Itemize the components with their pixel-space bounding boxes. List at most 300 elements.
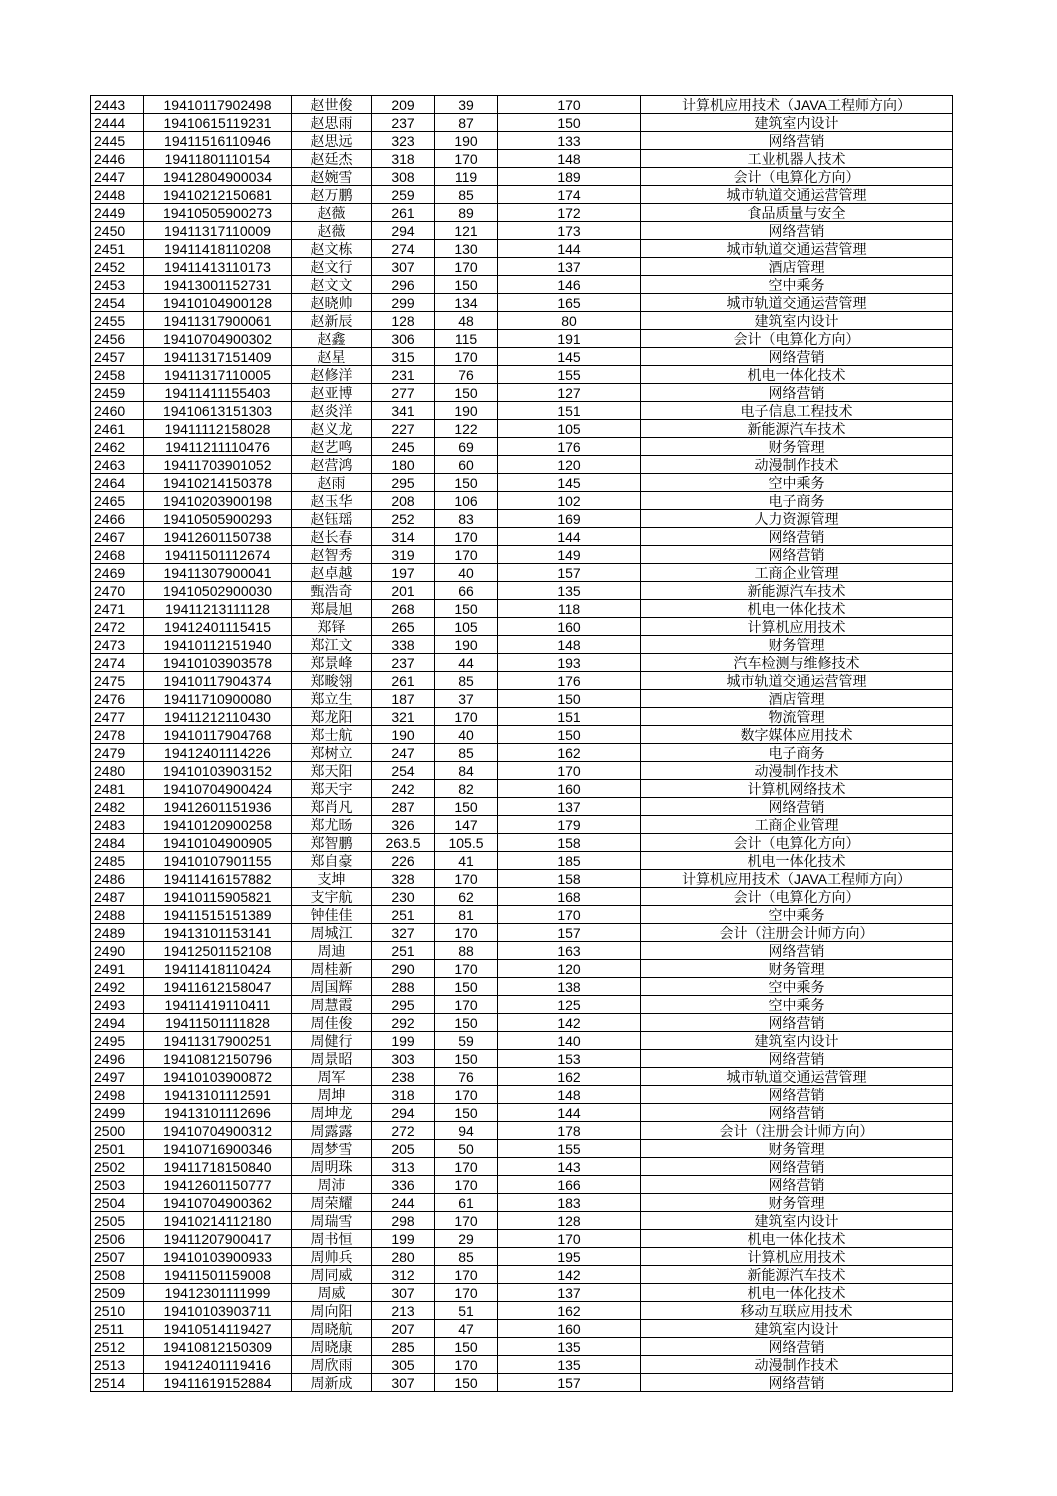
subscore-b-cell: 140: [498, 1032, 641, 1050]
table-row: [91, 1374, 953, 1392]
name-cell: 赵亚博: [292, 384, 372, 402]
subscore-a-cell: 150: [435, 384, 498, 402]
subscore-b-cell: 185: [498, 852, 641, 870]
major-cell: 网络营销: [641, 1158, 953, 1176]
name-cell: 赵炎洋: [292, 402, 372, 420]
candidate-id-cell: 19413101112591: [144, 1086, 292, 1104]
total-score-cell: 199: [372, 1032, 435, 1050]
row-number-cell: 2463: [91, 456, 144, 474]
table-row: [91, 852, 953, 870]
major-cell: 城市轨道交通运营管理: [641, 672, 953, 690]
major-cell: 网络营销: [641, 1176, 953, 1194]
row-number-cell: 2448: [91, 186, 144, 204]
major-cell: 机电一体化技术: [641, 1284, 953, 1302]
candidate-id-cell: 19410203900198: [144, 492, 292, 510]
subscore-a-cell: 119: [435, 168, 498, 186]
name-cell: 赵薇: [292, 222, 372, 240]
table-row: [91, 672, 953, 690]
row-number-cell: 2450: [91, 222, 144, 240]
subscore-b-cell: 189: [498, 168, 641, 186]
row-number-cell: 2497: [91, 1068, 144, 1086]
total-score-cell: 280: [372, 1248, 435, 1266]
row-number-cell: 2500: [91, 1122, 144, 1140]
table-row: [91, 582, 953, 600]
table-row: [91, 168, 953, 186]
total-score-cell: 268: [372, 600, 435, 618]
candidate-id-cell: 19410104900128: [144, 294, 292, 312]
total-score-cell: 261: [372, 672, 435, 690]
name-cell: 周同威: [292, 1266, 372, 1284]
total-score-cell: 313: [372, 1158, 435, 1176]
subscore-a-cell: 69: [435, 438, 498, 456]
major-cell: 网络营销: [641, 1050, 953, 1068]
name-cell: 赵星: [292, 348, 372, 366]
subscore-a-cell: 150: [435, 600, 498, 618]
subscore-a-cell: 85: [435, 186, 498, 204]
total-score-cell: 327: [372, 924, 435, 942]
total-score-cell: 247: [372, 744, 435, 762]
candidate-id-cell: 19410103903152: [144, 762, 292, 780]
subscore-a-cell: 105.5: [435, 834, 498, 852]
subscore-b-cell: 162: [498, 1068, 641, 1086]
row-number-cell: 2458: [91, 366, 144, 384]
name-cell: 周瑞雪: [292, 1212, 372, 1230]
subscore-a-cell: 170: [435, 1176, 498, 1194]
major-cell: 城市轨道交通运营管理: [641, 186, 953, 204]
table-row: [91, 564, 953, 582]
table-row: [91, 1122, 953, 1140]
subscore-a-cell: 170: [435, 1284, 498, 1302]
subscore-a-cell: 147: [435, 816, 498, 834]
subscore-a-cell: 170: [435, 708, 498, 726]
table-row: [91, 1230, 953, 1248]
major-cell: 食品质量与安全: [641, 204, 953, 222]
table-row: [91, 798, 953, 816]
subscore-a-cell: 170: [435, 528, 498, 546]
total-score-cell: 128: [372, 312, 435, 330]
subscore-b-cell: 178: [498, 1122, 641, 1140]
major-cell: 网络营销: [641, 942, 953, 960]
candidate-id-cell: 19411516110946: [144, 132, 292, 150]
major-cell: 财务管理: [641, 438, 953, 456]
subscore-a-cell: 87: [435, 114, 498, 132]
table-row: [91, 1068, 953, 1086]
candidate-id-cell: 19410103900872: [144, 1068, 292, 1086]
subscore-a-cell: 76: [435, 1068, 498, 1086]
table-row: [91, 1014, 953, 1032]
total-score-cell: 287: [372, 798, 435, 816]
major-cell: 物流管理: [641, 708, 953, 726]
total-score-cell: 307: [372, 258, 435, 276]
row-number-cell: 2507: [91, 1248, 144, 1266]
total-score-cell: 208: [372, 492, 435, 510]
subscore-a-cell: 40: [435, 726, 498, 744]
major-cell: 新能源汽车技术: [641, 420, 953, 438]
table-row: [91, 816, 953, 834]
row-number-cell: 2513: [91, 1356, 144, 1374]
total-score-cell: 197: [372, 564, 435, 582]
total-score-cell: 307: [372, 1374, 435, 1392]
table-row: [91, 438, 953, 456]
row-number-cell: 2473: [91, 636, 144, 654]
candidate-id-cell: 19410812150309: [144, 1338, 292, 1356]
name-cell: 赵义龙: [292, 420, 372, 438]
row-number-cell: 2459: [91, 384, 144, 402]
subscore-b-cell: 162: [498, 1302, 641, 1320]
subscore-b-cell: 163: [498, 942, 641, 960]
subscore-a-cell: 170: [435, 1212, 498, 1230]
table-body: [91, 96, 953, 1392]
subscore-a-cell: 134: [435, 294, 498, 312]
candidate-id-cell: 19411801110154: [144, 150, 292, 168]
name-cell: 支坤: [292, 870, 372, 888]
row-number-cell: 2456: [91, 330, 144, 348]
subscore-a-cell: 66: [435, 582, 498, 600]
candidate-id-cell: 19410505900273: [144, 204, 292, 222]
total-score-cell: 319: [372, 546, 435, 564]
total-score-cell: 209: [372, 96, 435, 114]
table-row: [91, 1158, 953, 1176]
candidate-id-cell: 19410615119231: [144, 114, 292, 132]
row-number-cell: 2509: [91, 1284, 144, 1302]
table-row: [91, 762, 953, 780]
candidate-id-cell: 19410716900346: [144, 1140, 292, 1158]
major-cell: 网络营销: [641, 528, 953, 546]
table-row: [91, 258, 953, 276]
candidate-id-cell: 19411317900251: [144, 1032, 292, 1050]
total-score-cell: 261: [372, 204, 435, 222]
table-row: [91, 1212, 953, 1230]
subscore-b-cell: 137: [498, 798, 641, 816]
name-cell: 周梦雪: [292, 1140, 372, 1158]
table-row: [91, 132, 953, 150]
candidate-id-cell: 19411501159008: [144, 1266, 292, 1284]
subscore-b-cell: 158: [498, 834, 641, 852]
row-number-cell: 2466: [91, 510, 144, 528]
subscore-b-cell: 176: [498, 438, 641, 456]
row-number-cell: 2488: [91, 906, 144, 924]
name-cell: 周健行: [292, 1032, 372, 1050]
row-number-cell: 2464: [91, 474, 144, 492]
candidate-id-cell: 19410704900302: [144, 330, 292, 348]
total-score-cell: 295: [372, 996, 435, 1014]
candidate-id-cell: 19411307900041: [144, 564, 292, 582]
major-cell: 网络营销: [641, 1338, 953, 1356]
candidate-id-cell: 19410103903711: [144, 1302, 292, 1320]
name-cell: 赵世俊: [292, 96, 372, 114]
subscore-a-cell: 37: [435, 690, 498, 708]
subscore-a-cell: 170: [435, 870, 498, 888]
row-number-cell: 2470: [91, 582, 144, 600]
row-number-cell: 2476: [91, 690, 144, 708]
candidate-id-cell: 19412601150777: [144, 1176, 292, 1194]
subscore-a-cell: 121: [435, 222, 498, 240]
subscore-a-cell: 89: [435, 204, 498, 222]
candidate-id-cell: 19410704900312: [144, 1122, 292, 1140]
table-row: [91, 1194, 953, 1212]
row-number-cell: 2486: [91, 870, 144, 888]
candidate-id-cell: 19411416157882: [144, 870, 292, 888]
row-number-cell: 2491: [91, 960, 144, 978]
row-number-cell: 2471: [91, 600, 144, 618]
total-score-cell: 338: [372, 636, 435, 654]
name-cell: 周书恒: [292, 1230, 372, 1248]
row-number-cell: 2461: [91, 420, 144, 438]
table-row: [91, 1320, 953, 1338]
subscore-b-cell: 155: [498, 366, 641, 384]
name-cell: 周城江: [292, 924, 372, 942]
candidate-id-cell: 19411619152884: [144, 1374, 292, 1392]
major-cell: 财务管理: [641, 1140, 953, 1158]
table-row: [91, 222, 953, 240]
name-cell: 赵思雨: [292, 114, 372, 132]
total-score-cell: 308: [372, 168, 435, 186]
major-cell: 会计（电算化方向）: [641, 888, 953, 906]
subscore-a-cell: 170: [435, 1158, 498, 1176]
subscore-b-cell: 146: [498, 276, 641, 294]
candidate-id-cell: 19413001152731: [144, 276, 292, 294]
total-score-cell: 296: [372, 276, 435, 294]
major-cell: 财务管理: [641, 636, 953, 654]
name-cell: 赵鑫: [292, 330, 372, 348]
table-row: [91, 150, 953, 168]
candidate-id-cell: 19410115905821: [144, 888, 292, 906]
total-score-cell: 207: [372, 1320, 435, 1338]
row-number-cell: 2512: [91, 1338, 144, 1356]
subscore-b-cell: 151: [498, 708, 641, 726]
total-score-cell: 290: [372, 960, 435, 978]
candidate-id-cell: 19412401115415: [144, 618, 292, 636]
row-number-cell: 2483: [91, 816, 144, 834]
subscore-a-cell: 170: [435, 1356, 498, 1374]
table-row: [91, 708, 953, 726]
total-score-cell: 237: [372, 114, 435, 132]
candidate-id-cell: 19413101153141: [144, 924, 292, 942]
table-row: [91, 402, 953, 420]
subscore-b-cell: 153: [498, 1050, 641, 1068]
candidate-id-cell: 19410112151940: [144, 636, 292, 654]
row-number-cell: 2494: [91, 1014, 144, 1032]
candidate-id-cell: 19410704900424: [144, 780, 292, 798]
table-row: [91, 348, 953, 366]
major-cell: 新能源汽车技术: [641, 1266, 953, 1284]
row-number-cell: 2505: [91, 1212, 144, 1230]
total-score-cell: 251: [372, 942, 435, 960]
candidate-id-cell: 19411212110430: [144, 708, 292, 726]
table-row: [91, 978, 953, 996]
major-cell: 机电一体化技术: [641, 1230, 953, 1248]
candidate-id-cell: 19411501111828: [144, 1014, 292, 1032]
major-cell: 网络营销: [641, 1014, 953, 1032]
candidate-id-cell: 19411515151389: [144, 906, 292, 924]
candidate-id-cell: 19411718150840: [144, 1158, 292, 1176]
major-cell: 新能源汽车技术: [641, 582, 953, 600]
row-number-cell: 2474: [91, 654, 144, 672]
table-row: [91, 888, 953, 906]
major-cell: 电子信息工程技术: [641, 402, 953, 420]
major-cell: 机电一体化技术: [641, 366, 953, 384]
major-cell: 会计（电算化方向）: [641, 834, 953, 852]
major-cell: 空中乘务: [641, 906, 953, 924]
table-row: [91, 1266, 953, 1284]
name-cell: 周沛: [292, 1176, 372, 1194]
total-score-cell: 318: [372, 1086, 435, 1104]
subscore-b-cell: 183: [498, 1194, 641, 1212]
subscore-a-cell: 48: [435, 312, 498, 330]
total-score-cell: 305: [372, 1356, 435, 1374]
candidate-id-cell: 19411418110424: [144, 960, 292, 978]
major-cell: 建筑室内设计: [641, 1032, 953, 1050]
major-cell: 计算机网络技术: [641, 780, 953, 798]
table-row: [91, 780, 953, 798]
name-cell: 周迪: [292, 942, 372, 960]
table-row: [91, 654, 953, 672]
major-cell: 动漫制作技术: [641, 1356, 953, 1374]
subscore-b-cell: 157: [498, 1374, 641, 1392]
subscore-a-cell: 130: [435, 240, 498, 258]
candidate-id-cell: 19412804900034: [144, 168, 292, 186]
subscore-b-cell: 176: [498, 672, 641, 690]
major-cell: 酒店管理: [641, 690, 953, 708]
total-score-cell: 245: [372, 438, 435, 456]
total-score-cell: 254: [372, 762, 435, 780]
total-score-cell: 205: [372, 1140, 435, 1158]
row-number-cell: 2498: [91, 1086, 144, 1104]
major-cell: 空中乘务: [641, 474, 953, 492]
name-cell: 周军: [292, 1068, 372, 1086]
subscore-b-cell: 137: [498, 1284, 641, 1302]
subscore-a-cell: 170: [435, 348, 498, 366]
major-cell: 网络营销: [641, 1104, 953, 1122]
major-cell: 电子商务: [641, 744, 953, 762]
subscore-b-cell: 158: [498, 870, 641, 888]
name-cell: 郑龙阳: [292, 708, 372, 726]
candidate-id-cell: 19410117904374: [144, 672, 292, 690]
subscore-b-cell: 133: [498, 132, 641, 150]
total-score-cell: 272: [372, 1122, 435, 1140]
name-cell: 赵思远: [292, 132, 372, 150]
subscore-a-cell: 190: [435, 402, 498, 420]
major-cell: 城市轨道交通运营管理: [641, 1068, 953, 1086]
table-row: [91, 1248, 953, 1266]
table-row: [91, 1176, 953, 1194]
candidate-id-cell: 19411317110005: [144, 366, 292, 384]
total-score-cell: 252: [372, 510, 435, 528]
total-score-cell: 328: [372, 870, 435, 888]
row-number-cell: 2455: [91, 312, 144, 330]
total-score-cell: 251: [372, 906, 435, 924]
row-number-cell: 2467: [91, 528, 144, 546]
table-row: [91, 1140, 953, 1158]
subscore-a-cell: 81: [435, 906, 498, 924]
table-row: [91, 366, 953, 384]
subscore-a-cell: 82: [435, 780, 498, 798]
row-number-cell: 2514: [91, 1374, 144, 1392]
name-cell: 周欣雨: [292, 1356, 372, 1374]
name-cell: 周明珠: [292, 1158, 372, 1176]
row-number-cell: 2472: [91, 618, 144, 636]
total-score-cell: 244: [372, 1194, 435, 1212]
subscore-a-cell: 150: [435, 978, 498, 996]
subscore-b-cell: 144: [498, 240, 641, 258]
total-score-cell: 231: [372, 366, 435, 384]
major-cell: 空中乘务: [641, 276, 953, 294]
name-cell: 赵万鹏: [292, 186, 372, 204]
subscore-b-cell: 145: [498, 348, 641, 366]
major-cell: 工商企业管理: [641, 564, 953, 582]
name-cell: 赵婉雪: [292, 168, 372, 186]
major-cell: 网络营销: [641, 384, 953, 402]
row-number-cell: 2508: [91, 1266, 144, 1284]
major-cell: 网络营销: [641, 798, 953, 816]
name-cell: 赵玉华: [292, 492, 372, 510]
subscore-a-cell: 85: [435, 744, 498, 762]
major-cell: 网络营销: [641, 222, 953, 240]
table-row: [91, 924, 953, 942]
total-score-cell: 190: [372, 726, 435, 744]
major-cell: 会计（注册会计师方向）: [641, 924, 953, 942]
subscore-b-cell: 149: [498, 546, 641, 564]
table-row: [91, 834, 953, 852]
name-cell: 周坤: [292, 1086, 372, 1104]
candidate-id-cell: 19412401114226: [144, 744, 292, 762]
name-cell: 郑景峰: [292, 654, 372, 672]
table-row: [91, 942, 953, 960]
candidate-id-cell: 19410120900258: [144, 816, 292, 834]
name-cell: 郑尤旸: [292, 816, 372, 834]
row-number-cell: 2482: [91, 798, 144, 816]
major-cell: 财务管理: [641, 1194, 953, 1212]
name-cell: 周晓康: [292, 1338, 372, 1356]
total-score-cell: 336: [372, 1176, 435, 1194]
row-number-cell: 2495: [91, 1032, 144, 1050]
major-cell: 网络营销: [641, 1374, 953, 1392]
table-row: [91, 312, 953, 330]
row-number-cell: 2480: [91, 762, 144, 780]
major-cell: 工商企业管理: [641, 816, 953, 834]
candidate-id-cell: 19411413110173: [144, 258, 292, 276]
name-cell: 赵营鸿: [292, 456, 372, 474]
total-score-cell: 263.5: [372, 834, 435, 852]
subscore-b-cell: 170: [498, 906, 641, 924]
total-score-cell: 315: [372, 348, 435, 366]
name-cell: 郑自豪: [292, 852, 372, 870]
total-score-cell: 294: [372, 1104, 435, 1122]
subscore-b-cell: 157: [498, 564, 641, 582]
name-cell: 周向阳: [292, 1302, 372, 1320]
subscore-a-cell: 170: [435, 1086, 498, 1104]
subscore-a-cell: 85: [435, 672, 498, 690]
candidate-id-cell: 19411317151409: [144, 348, 292, 366]
table-row: [91, 960, 953, 978]
major-cell: 酒店管理: [641, 258, 953, 276]
name-cell: 赵文行: [292, 258, 372, 276]
table-row: [91, 294, 953, 312]
candidate-id-cell: 19411112158028: [144, 420, 292, 438]
table-row: [91, 474, 953, 492]
major-cell: 财务管理: [641, 960, 953, 978]
total-score-cell: 312: [372, 1266, 435, 1284]
subscore-b-cell: 151: [498, 402, 641, 420]
name-cell: 赵雨: [292, 474, 372, 492]
row-number-cell: 2481: [91, 780, 144, 798]
subscore-a-cell: 150: [435, 798, 498, 816]
name-cell: 甄浩奇: [292, 582, 372, 600]
total-score-cell: 306: [372, 330, 435, 348]
total-score-cell: 265: [372, 618, 435, 636]
results-table: [90, 95, 953, 1392]
major-cell: 计算机应用技术（JAVA工程师方向）: [641, 870, 953, 888]
